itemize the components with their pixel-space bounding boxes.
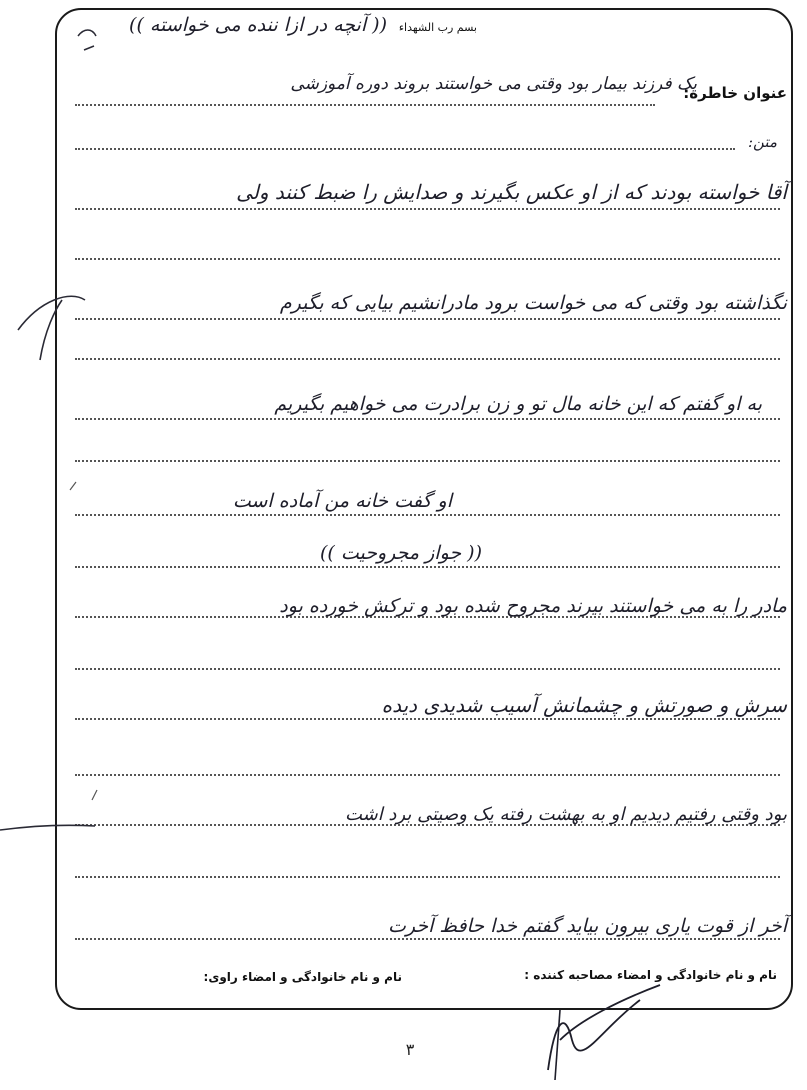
narrator-signature-label: نام و نام خانوادگی و امضاء راوی:	[203, 970, 402, 984]
handwritten-top-note: (( آنچه در ازا ننده می خواسته ))	[129, 14, 387, 36]
basmala-heading: بسم رب الشهداء	[398, 21, 477, 34]
memory-text-label: متن:	[747, 133, 777, 151]
page-number: ۳	[405, 1040, 415, 1059]
handwritten-line: سرش و صورتش و چشمانش آسیب شدیدی دیده	[381, 693, 787, 717]
interviewer-signature-label: نام و نام خانوادگی و امضاء مصاحبه کننده :	[524, 968, 777, 982]
margin-stroke	[0, 825, 95, 830]
memory-title-text: یک فرزند بیمار بود وقتی می خواستند بروند دوره آموزشی	[290, 74, 697, 94]
handwritten-line: نگذاشته بود وقتی که می خواست برود مادرانشیم بیایی که بگیرم	[279, 292, 787, 314]
signature-mark	[548, 985, 660, 1070]
memory-title-label: عنوان خاطره:	[683, 84, 787, 102]
handwritten-line: مادر را به می خواستند بیرند مجروح شده بود و ترکش خورده بود	[279, 595, 787, 617]
handwritten-line: بود وقتی رفتیم دیدیم او به بهشت رفته یک وصیتی برد اشت	[344, 804, 787, 825]
handwritten-line: به او گفتم که این خانه مال تو و زن برادرت می خواهیم بگیریم	[274, 393, 762, 415]
handwritten-line: آخر از قوت یاری بیرون بیاید گفتم خدا حافظ آخرت	[387, 915, 787, 937]
header-scribble	[78, 30, 96, 50]
margin-tick	[92, 790, 97, 800]
handwritten-subheading: (( جواز مجروحیت ))	[319, 542, 482, 564]
handwritten-line: او گفت خانه من آماده است	[232, 490, 452, 512]
margin-tick	[70, 482, 76, 490]
margin-scribble	[18, 296, 85, 360]
signature-mark	[555, 1010, 560, 1080]
handwritten-line: آقا خواسته بودند که از او عکس بگیرند و صدایش را ضبط کنند ولی	[236, 180, 787, 204]
